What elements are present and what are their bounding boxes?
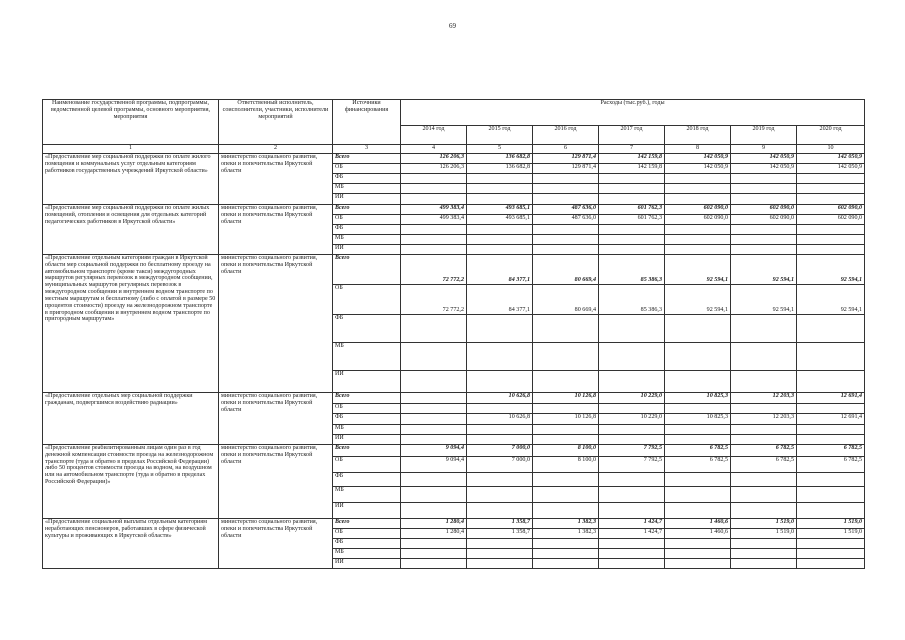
expense-value xyxy=(467,315,533,343)
header-year: 2016 год xyxy=(533,126,599,145)
expense-value: 72 772,2 xyxy=(401,285,467,315)
expense-value xyxy=(797,539,865,549)
expense-value: 136 682,8 xyxy=(467,154,533,164)
expense-value xyxy=(533,225,599,235)
expense-value xyxy=(665,487,731,503)
expense-value: 8 100,0 xyxy=(533,445,599,457)
expense-value xyxy=(599,559,665,569)
page-number: 69 xyxy=(449,22,456,30)
expense-value: 142 050,9 xyxy=(665,164,731,174)
expense-value xyxy=(467,435,533,445)
expense-value xyxy=(797,184,865,194)
responsible-executor: министерство социального развития, опеки и попечительства Иркутской области xyxy=(219,445,333,519)
expense-value: 7 792,5 xyxy=(599,457,665,473)
expense-value xyxy=(797,371,865,393)
expense-value xyxy=(665,235,731,245)
funding-source: МБ xyxy=(333,487,401,503)
funding-source: Всего xyxy=(333,445,401,457)
expense-value: 9 094,4 xyxy=(401,457,467,473)
expense-value xyxy=(599,503,665,519)
expense-value xyxy=(401,225,467,235)
expense-value xyxy=(665,425,731,435)
expense-value xyxy=(467,473,533,487)
expense-value xyxy=(599,225,665,235)
expense-value: 10 229,0 xyxy=(599,414,665,425)
expense-value xyxy=(467,559,533,569)
funding-source: ОБ xyxy=(333,285,401,315)
expense-value xyxy=(731,425,797,435)
expense-value: 10 126,8 xyxy=(533,414,599,425)
expense-value xyxy=(467,184,533,194)
expense-value xyxy=(533,184,599,194)
table-row xyxy=(43,519,865,529)
expense-value xyxy=(665,184,731,194)
expense-value xyxy=(599,487,665,503)
funding-source: ФБ xyxy=(333,539,401,549)
expense-value xyxy=(797,194,865,205)
expense-value xyxy=(797,235,865,245)
table-row xyxy=(43,154,865,164)
expense-value: 12 691,4 xyxy=(797,393,865,404)
expense-value: 602 090,0 xyxy=(797,215,865,225)
expense-value: 6 782,5 xyxy=(731,457,797,473)
column-number: 1 xyxy=(43,145,219,154)
expense-value xyxy=(401,559,467,569)
event-name: «Предоставление мер социальной поддержки по оплате жилых помещений, отопления и освещения для отдельных категорий педагогических работников в Иркутской области» xyxy=(43,205,219,255)
responsible-executor: министерство социального развития, опеки и попечительства Иркутской области xyxy=(219,205,333,255)
expense-value: 1 519,0 xyxy=(731,519,797,529)
expense-value xyxy=(599,315,665,343)
expense-value xyxy=(665,371,731,393)
expense-value: 1 519,0 xyxy=(797,529,865,539)
event-name: «Предоставление мер социальной поддержки по оплате жилого помещения и коммунальных услуг отдельным категориям работников государственных учреждений Иркутской области» xyxy=(43,154,219,205)
funding-source: ОБ xyxy=(333,529,401,539)
expense-value xyxy=(533,343,599,371)
expense-value: 602 090,0 xyxy=(665,215,731,225)
expense-value xyxy=(401,235,467,245)
event-name: «Предоставление отдельным категориям граждан в Иркутской области мер социальной поддержки по бесплатному проезду на автомобильном транспорте (кроме такси) междугородных маршрутов регулярных перевозок в междугородном сообщении, муниципальных маршрутов регулярных перевозок в междугородном сообщении и внутреннем водном транспорте по местным маршрутам и бесплатному (либо с оплатой в размере 50 процентов стоимости) проезду на железнодорожном транспорте в пригородном сообщении и внутреннем водном транспорте по пригородным маршрутам» xyxy=(43,255,219,393)
header-year: 2019 год xyxy=(731,126,797,145)
header-year: 2020 год xyxy=(797,126,865,145)
expense-value xyxy=(797,404,865,414)
expense-value xyxy=(533,487,599,503)
funding-source: Всего xyxy=(333,255,401,285)
expense-value: 142 050,9 xyxy=(797,164,865,174)
column-number: 5 xyxy=(467,145,533,154)
expense-value xyxy=(797,315,865,343)
expense-value xyxy=(401,371,467,393)
expense-value: 72 772,2 xyxy=(401,255,467,285)
expense-value xyxy=(467,245,533,255)
funding-source: ОБ xyxy=(333,215,401,225)
expense-value: 12 691,4 xyxy=(797,414,865,425)
funding-source: ИИ xyxy=(333,245,401,255)
expense-value: 92 594,1 xyxy=(731,285,797,315)
expense-value: 84 377,1 xyxy=(467,255,533,285)
header-source: Источники финансирования xyxy=(333,100,401,145)
expense-value xyxy=(467,503,533,519)
expense-value: 126 206,3 xyxy=(401,164,467,174)
expense-value: 84 377,1 xyxy=(467,285,533,315)
funding-source: МБ xyxy=(333,549,401,559)
expense-value xyxy=(401,315,467,343)
header-year: 2017 год xyxy=(599,126,665,145)
expense-value xyxy=(401,425,467,435)
expense-value: 1 519,0 xyxy=(731,529,797,539)
expense-value xyxy=(599,184,665,194)
expense-value: 92 594,1 xyxy=(665,285,731,315)
expense-value xyxy=(797,473,865,487)
expense-value xyxy=(467,404,533,414)
event-name: «Предоставление реабилитированным лицам один раз в год денежной компенсации стоимости проезда на железнодорожном транспорте (туда и обратно в пределах Российской Федерации) либо 50 процентов стоимости проезда на водном, на воздушном или на автомобильном транспорте (туда и обратно в пределах Российской Федерации)» xyxy=(43,445,219,519)
funding-source: ИИ xyxy=(333,503,401,519)
expense-value xyxy=(599,425,665,435)
expense-value: 142 159,8 xyxy=(599,154,665,164)
expense-value: 6 782,5 xyxy=(797,457,865,473)
expense-value xyxy=(533,435,599,445)
column-number: 4 xyxy=(401,145,467,154)
expense-value xyxy=(533,559,599,569)
expense-value xyxy=(467,487,533,503)
expense-value: 1 358,7 xyxy=(467,529,533,539)
funding-source: Всего xyxy=(333,154,401,164)
table-row xyxy=(43,255,865,285)
expense-value xyxy=(401,503,467,519)
expense-value xyxy=(665,194,731,205)
column-number: 3 xyxy=(333,145,401,154)
expense-value: 85 386,3 xyxy=(599,255,665,285)
expense-value: 129 871,4 xyxy=(533,164,599,174)
expense-value: 136 682,8 xyxy=(467,164,533,174)
expense-value: 6 782,5 xyxy=(665,457,731,473)
expense-value: 7 000,0 xyxy=(467,457,533,473)
expense-value xyxy=(797,435,865,445)
expense-value xyxy=(665,473,731,487)
expense-value xyxy=(401,184,467,194)
funding-source: Всего xyxy=(333,205,401,215)
expense-value xyxy=(533,473,599,487)
header-expenses: Расходы (тыс.руб.), годы xyxy=(401,100,865,126)
expense-value: 129 871,4 xyxy=(533,154,599,164)
expense-value xyxy=(401,414,467,425)
expense-value: 1 460,6 xyxy=(665,519,731,529)
expense-value xyxy=(599,194,665,205)
funding-source: ФБ xyxy=(333,225,401,235)
expense-value: 92 594,1 xyxy=(665,255,731,285)
expense-value xyxy=(599,235,665,245)
expense-value xyxy=(731,184,797,194)
expense-value xyxy=(731,559,797,569)
expense-value: 12 203,3 xyxy=(731,414,797,425)
expense-value: 1 382,3 xyxy=(533,529,599,539)
expense-value xyxy=(731,539,797,549)
expense-value: 487 636,0 xyxy=(533,215,599,225)
header-responsible: Ответственный исполнитель, соисполнители, участники, исполнители мероприятий xyxy=(219,100,333,145)
expense-value: 126 206,3 xyxy=(401,154,467,164)
column-number: 7 xyxy=(599,145,665,154)
header-year: 2015 год xyxy=(467,126,533,145)
expense-value xyxy=(533,425,599,435)
expense-value: 80 669,4 xyxy=(533,255,599,285)
expense-value xyxy=(401,487,467,503)
funding-source: ФБ xyxy=(333,473,401,487)
expense-value xyxy=(533,194,599,205)
expense-value xyxy=(533,235,599,245)
table-row xyxy=(43,393,865,404)
expense-value xyxy=(797,425,865,435)
expense-value xyxy=(467,194,533,205)
expense-value xyxy=(599,343,665,371)
expense-value: 6 782,5 xyxy=(797,445,865,457)
funding-source: МБ xyxy=(333,184,401,194)
expense-value: 12 203,3 xyxy=(731,393,797,404)
expense-value: 602 090,0 xyxy=(665,205,731,215)
expense-value: 499 383,4 xyxy=(401,205,467,215)
header-year: 2018 год xyxy=(665,126,731,145)
expense-value xyxy=(599,473,665,487)
expense-value xyxy=(599,371,665,393)
expense-value: 92 594,1 xyxy=(731,255,797,285)
expense-value xyxy=(401,393,467,404)
expense-value xyxy=(665,245,731,255)
expense-value: 1 460,6 xyxy=(665,529,731,539)
expense-value: 142 050,9 xyxy=(731,164,797,174)
expense-value: 1 358,7 xyxy=(467,519,533,529)
expense-value: 7 000,0 xyxy=(467,445,533,457)
expense-value xyxy=(731,343,797,371)
responsible-executor: министерство социального развития, опеки и попечительства Иркутской области xyxy=(219,393,333,445)
expense-value xyxy=(533,245,599,255)
expense-value xyxy=(731,371,797,393)
expense-value xyxy=(467,174,533,184)
expense-value xyxy=(599,539,665,549)
expense-value xyxy=(533,315,599,343)
funding-source: ОБ xyxy=(333,164,401,174)
expense-value xyxy=(665,435,731,445)
expense-value: 1 382,3 xyxy=(533,519,599,529)
funding-source: ФБ xyxy=(333,315,401,343)
funding-source: Всего xyxy=(333,519,401,529)
funding-source: МБ xyxy=(333,343,401,371)
expense-value xyxy=(401,549,467,559)
expense-value: 6 782,5 xyxy=(731,445,797,457)
expense-value: 142 050,9 xyxy=(797,154,865,164)
expense-value xyxy=(731,549,797,559)
expense-value: 493 685,1 xyxy=(467,205,533,215)
expense-value: 142 159,8 xyxy=(599,164,665,174)
expense-value xyxy=(401,194,467,205)
expense-value: 601 762,3 xyxy=(599,205,665,215)
expense-value xyxy=(665,539,731,549)
expense-value: 10 626,8 xyxy=(467,393,533,404)
expense-value: 1 424,7 xyxy=(599,519,665,529)
expense-value xyxy=(665,559,731,569)
expense-value xyxy=(731,235,797,245)
expense-value: 10 126,8 xyxy=(533,393,599,404)
expense-value: 1 519,0 xyxy=(797,519,865,529)
expense-value xyxy=(665,503,731,519)
expense-value xyxy=(533,549,599,559)
expense-value xyxy=(665,225,731,235)
expense-value: 1 280,4 xyxy=(401,519,467,529)
header-year: 2014 год xyxy=(401,126,467,145)
expense-value xyxy=(401,343,467,371)
expense-value: 9 094,4 xyxy=(401,445,467,457)
expense-value xyxy=(731,245,797,255)
funding-source: ОБ xyxy=(333,404,401,414)
table-row xyxy=(43,205,865,215)
column-number: 6 xyxy=(533,145,599,154)
funding-source: ИИ xyxy=(333,194,401,205)
expense-value xyxy=(731,473,797,487)
expense-value xyxy=(467,539,533,549)
expense-value xyxy=(797,174,865,184)
expense-value xyxy=(797,487,865,503)
expense-value xyxy=(731,225,797,235)
column-number: 2 xyxy=(219,145,333,154)
expense-value xyxy=(533,503,599,519)
expense-value: 1 424,7 xyxy=(599,529,665,539)
expense-value xyxy=(797,549,865,559)
expense-value xyxy=(731,404,797,414)
expense-value xyxy=(401,539,467,549)
expense-value xyxy=(599,404,665,414)
expense-value xyxy=(797,245,865,255)
expense-value xyxy=(467,235,533,245)
responsible-executor: министерство социального развития, опеки и попечительства Иркутской области xyxy=(219,519,333,569)
column-number: 8 xyxy=(665,145,731,154)
event-name: «Предоставление отдельных мер социальной поддержки гражданам, подвергшимся воздействию радиации» xyxy=(43,393,219,445)
funding-source: МБ xyxy=(333,425,401,435)
expense-value xyxy=(533,539,599,549)
funding-source: ФБ xyxy=(333,174,401,184)
expense-value xyxy=(533,404,599,414)
expense-value xyxy=(731,315,797,343)
responsible-executor: министерство социального развития, опеки и попечительства Иркутской области xyxy=(219,255,333,393)
expense-value: 1 280,4 xyxy=(401,529,467,539)
expense-value xyxy=(401,404,467,414)
expense-value xyxy=(665,315,731,343)
expense-value xyxy=(599,174,665,184)
funding-source: МБ xyxy=(333,235,401,245)
expense-value xyxy=(401,174,467,184)
expense-value xyxy=(401,245,467,255)
budget-table xyxy=(42,99,865,569)
funding-source: ФБ xyxy=(333,414,401,425)
column-number: 9 xyxy=(731,145,797,154)
expense-value xyxy=(599,245,665,255)
expense-value: 7 792,5 xyxy=(599,445,665,457)
expense-value: 602 090,0 xyxy=(797,205,865,215)
funding-source: ИИ xyxy=(333,435,401,445)
funding-source: Всего xyxy=(333,393,401,404)
responsible-executor: министерство социального развития, опеки и попечительства Иркутской области xyxy=(219,154,333,205)
expense-value xyxy=(599,549,665,559)
expense-value: 487 636,0 xyxy=(533,205,599,215)
expense-value: 142 050,9 xyxy=(731,154,797,164)
expense-value xyxy=(665,404,731,414)
expense-value: 10 626,8 xyxy=(467,414,533,425)
expense-value xyxy=(731,194,797,205)
expense-value: 10 229,0 xyxy=(599,393,665,404)
expense-value xyxy=(731,503,797,519)
expense-value: 80 669,4 xyxy=(533,285,599,315)
expense-value xyxy=(797,225,865,235)
expense-value: 142 050,9 xyxy=(665,154,731,164)
expense-value: 92 594,1 xyxy=(797,255,865,285)
expense-value xyxy=(731,435,797,445)
event-name: «Предоставление социальной выплаты отдельным категориям неработающих пенсионеров, работавших в сфере физической культуры и проживающих в Иркутской области» xyxy=(43,519,219,569)
funding-source: ИИ xyxy=(333,371,401,393)
expense-value xyxy=(401,473,467,487)
expense-value: 6 782,5 xyxy=(665,445,731,457)
expense-value xyxy=(467,225,533,235)
expense-value: 92 594,1 xyxy=(797,285,865,315)
expense-value xyxy=(533,174,599,184)
expense-value: 85 386,3 xyxy=(599,285,665,315)
expense-value xyxy=(467,549,533,559)
expense-value xyxy=(797,503,865,519)
expense-value: 499 383,4 xyxy=(401,215,467,225)
expense-value xyxy=(797,559,865,569)
expense-value xyxy=(401,435,467,445)
expense-value xyxy=(467,425,533,435)
expense-value xyxy=(599,435,665,445)
expense-value: 8 100,0 xyxy=(533,457,599,473)
expense-value xyxy=(467,371,533,393)
column-number: 10 xyxy=(797,145,865,154)
expense-value xyxy=(731,174,797,184)
expense-value xyxy=(731,487,797,503)
header-name: Наименование государственной программы, подпрограммы, ведомственной целевой программы, основного мероприятия, мероприятия xyxy=(43,100,219,145)
expense-value: 602 090,0 xyxy=(731,215,797,225)
funding-source: ИИ xyxy=(333,559,401,569)
expense-value xyxy=(467,343,533,371)
expense-value xyxy=(797,343,865,371)
expense-value xyxy=(665,549,731,559)
expense-value xyxy=(665,174,731,184)
expense-value: 10 825,3 xyxy=(665,414,731,425)
funding-source: ОБ xyxy=(333,457,401,473)
expense-value: 602 090,0 xyxy=(731,205,797,215)
expense-value xyxy=(533,371,599,393)
expense-value: 10 825,3 xyxy=(665,393,731,404)
expense-value xyxy=(665,343,731,371)
expense-value: 493 685,1 xyxy=(467,215,533,225)
expense-value: 601 762,3 xyxy=(599,215,665,225)
table-row xyxy=(43,445,865,457)
